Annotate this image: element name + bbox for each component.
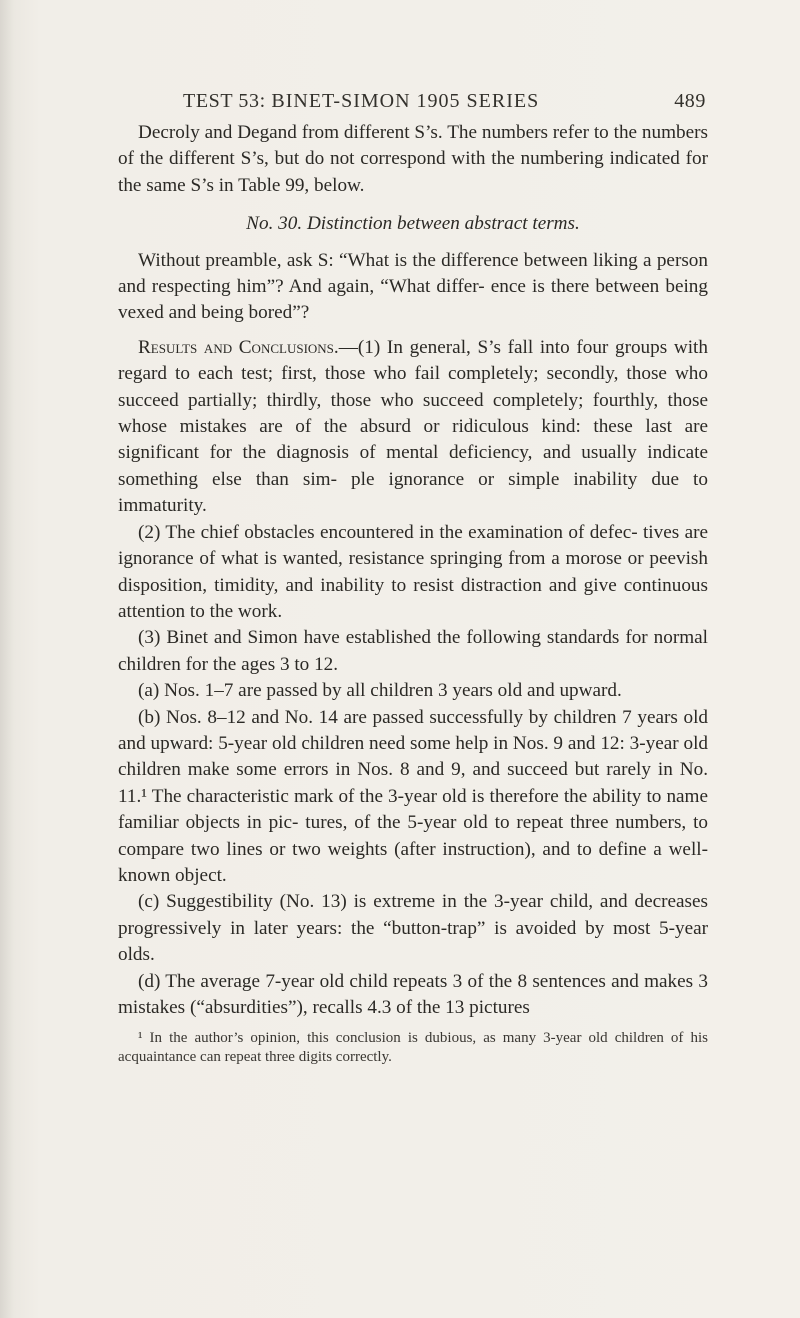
section-heading: No. 30. Distinction between abstract terms.	[246, 213, 580, 235]
running-header	[183, 90, 706, 113]
paragraph: (d) The average 7-year old child repeats 3 of the 8 sentences and makes 3 mistakes (“absurdities”), recalls 4.3 of the 13 pictures	[118, 970, 708, 1018]
paragraph: Decroly and Degand from different S’s. The numbers refer to the numbers of the different S’s, but do not correspond with the numbering indicated for the same S’s in Table 99, below.	[118, 122, 708, 196]
page-body	[118, 120, 708, 1067]
paragraph: (3) Binet and Simon have established the following standards for normal children for the ages 3 to 12.	[118, 627, 708, 675]
footnote: ¹ In the author’s opinion, this conclusion is dubious, as many 3-year old children of his acquaintance can repeat three digits correctly.	[118, 1030, 708, 1066]
paragraph: (b) Nos. 8–12 and No. 14 are passed successfully by children 7 years old and upward: 5-year old children need some help in Nos. 9 and 12: 3-year old children make some errors in Nos. 8 and 9, and succeed but rarely in No. 11.¹ The characteristic mark of the 3-year old is therefore the ability to name familiar objects in pic- tures, of the 5-year old to repeat three numbers, to compare two lines or two weights (after instruction), and to define a well-known object.	[118, 706, 708, 886]
paragraph: Results and Conclusions.—(1) In general, S’s fall into four groups with regard to each test; first, those who fail completely; secondly, those who succeed partially; thirdly, those who succeed completely; fourthly, those whose mistakes are of the absurd or ridiculous kind: these last are significant for the diagnosis of mental deficiency, and usually indicate something else than sim- ple ignorance or simple inability due to immaturity.	[118, 336, 708, 517]
paragraph: Without preamble, ask S: “What is the difference between liking a person and respecting him”? And again, “What differ- ence is there between being vexed and being bored”?	[118, 249, 708, 324]
run-in-heading: Results and Conclusions.	[138, 336, 339, 358]
running-title: TEST 53: BINET-SIMON 1905 SERIES	[183, 90, 540, 112]
paragraph: (a) Nos. 1–7 are passed by all children 3 years old and upward.	[138, 680, 622, 702]
paragraph: (c) Suggestibility (No. 13) is extreme in the 3-year child, and decreases progressively in later years: the “button-trap” is avoided by most 5-year olds.	[118, 891, 708, 966]
paragraph: (2) The chief obstacles encountered in the examination of defec- tives are ignorance of what is wanted, resistance springing from a morose or peevish disposition, timidity, and inability to resist distraction and give continuous attention to the work.	[118, 521, 708, 622]
page-number: 489	[674, 90, 706, 112]
